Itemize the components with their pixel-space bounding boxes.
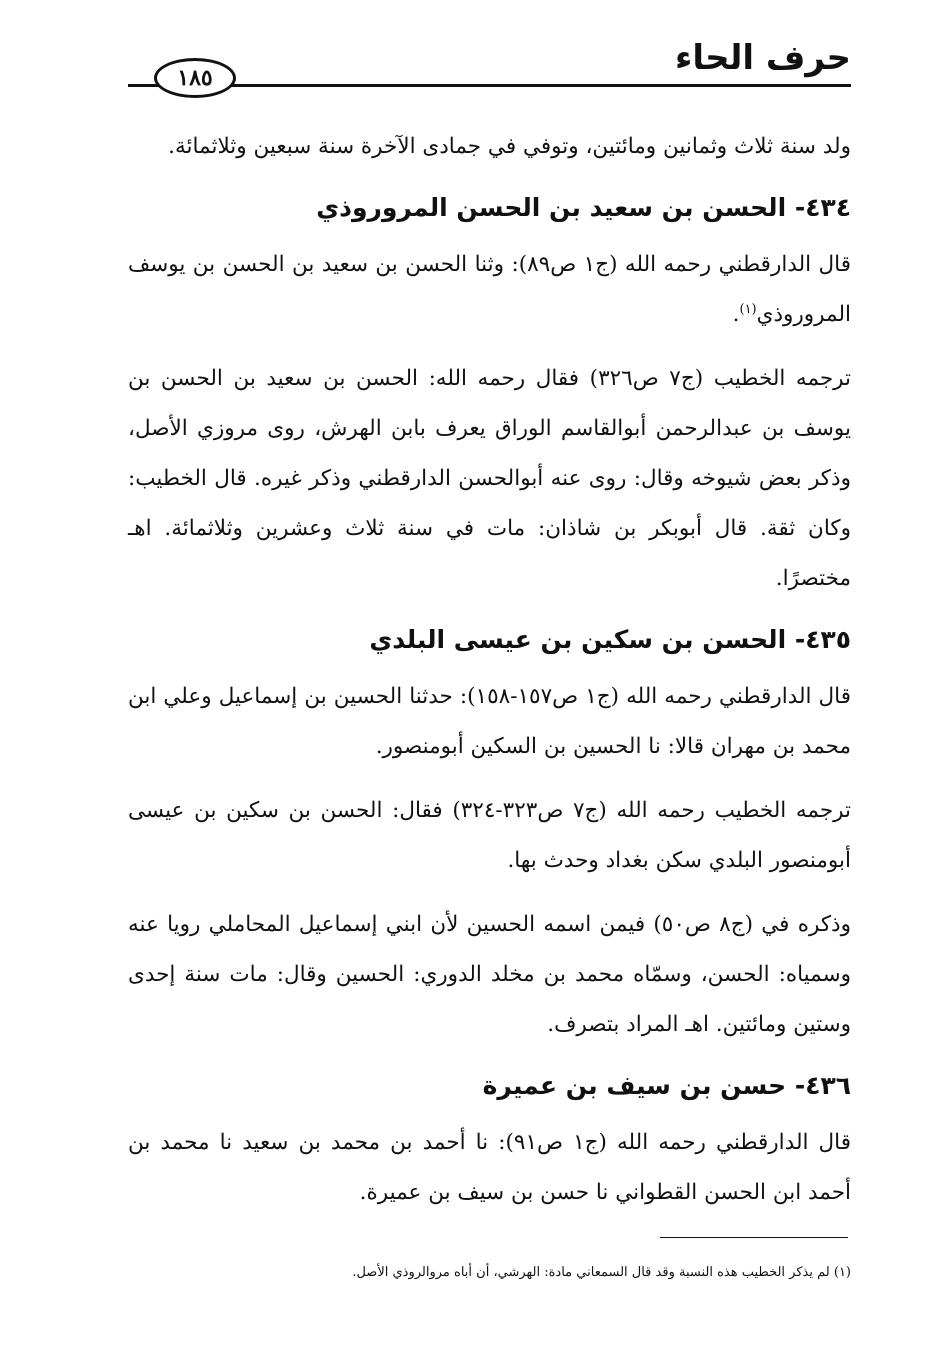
- entry-436: [128, 1064, 851, 1218]
- intro-line: ولد سنة ثلاث وثمانين ومائتين، وتوفي في جمادى الآخرة سنة سبعين وثلاثمائة.: [168, 134, 851, 159]
- footnote-rule: [660, 1237, 848, 1238]
- entry-434: [128, 186, 851, 604]
- entry-paragraph: ترجمه الخطيب رحمه الله (ج٧ ص٣٢٣-٣٢٤) فقال: الحسن بن سكين بن عيسى أبومنصور البلدي سكن بغداد وحدث بها.: [128, 798, 851, 873]
- entry-paragraph: قال الدارقطني رحمه الله (ج١ ص١٥٧-١٥٨): حدثنا الحسين بن إسماعيل وعلي ابن محمد بن مهران قالا: نا الحسين بن السكين أبومنصور.: [128, 684, 852, 759]
- entry-paragraph: قال الدارقطني رحمه الله (ج١ ص٩١): نا أحمد بن محمد بن سعيد نا محمد بن أحمد ابن الحسن القطواني نا حسن بن سيف بن عميرة.: [128, 1130, 852, 1205]
- entry-paragraph: ترجمه الخطيب (ج٧ ص٣٢٦) فقال رحمه الله: الحسن بن سعيد بن الحسن بن يوسف بن عبدالرحمن أبوالقاسم الوراق يعرف بابن الهرش، روى مروزي الأصل، وذكر بعض شيوخه وقال: روى عنه أبوالحسن الدارقطني وذكر غيره. قال الخطيب: وكان ثقة. قال أبوبكر بن شاذان: مات في سنة ثلاث وعشرين وثلاثمائة. اهـ مختصرًا.: [128, 366, 852, 591]
- page-number: ١٨٥: [154, 58, 236, 98]
- chapter-title: حرف الحاء: [674, 38, 851, 78]
- entry-paragraph: وذكره في (ج٨ ص٥٠) فيمن اسمه الحسين لأن ابني إسماعيل المحاملي رويا عنه وسمياه: الحسن، وسمّاه محمد بن مخلد الدوري: الحسين وقال: مات سنة إحدى وستين ومائتين. اهـ المراد بتصرف.: [128, 912, 852, 1037]
- entry-heading: ٤٣٦- حسن بن سيف بن عميرة: [482, 1071, 851, 1100]
- entry-paragraph: [128, 240, 851, 340]
- paragraph-end: .: [732, 302, 740, 327]
- page-body: [128, 122, 851, 1218]
- entry-435: [128, 618, 851, 1050]
- entry-heading: ٤٣٥- الحسن بن سكين بن عيسى البلدي: [369, 625, 851, 654]
- entry-heading: ٤٣٤- الحسن بن سعيد بن الحسن المروروذي: [316, 193, 851, 222]
- footnote: (١) لم يذكر الخطيب هذه النسبة وقد قال السمعاني مادة: الهرشي، أن أباه مروالروذي الأصل.: [352, 1265, 851, 1280]
- paragraph-text: قال الدارقطني رحمه الله (ج١ ص٨٩): وثنا الحسن بن سعيد بن الحسن بن يوسف المروروذي: [128, 252, 852, 327]
- footnote-marker: (١): [739, 301, 757, 317]
- header-rule: [128, 84, 851, 87]
